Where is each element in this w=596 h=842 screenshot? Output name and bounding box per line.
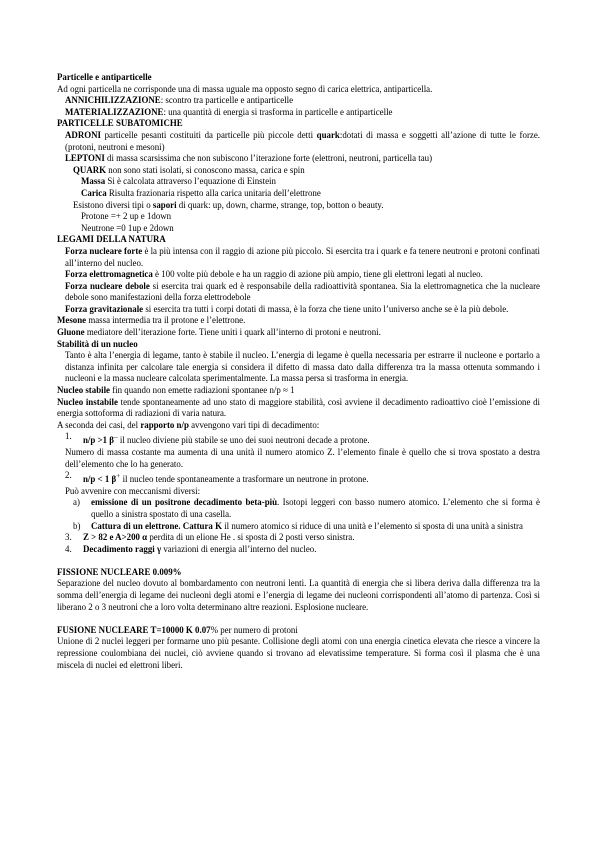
term-quark: quark <box>316 129 340 140</box>
paragraph-forza-debole <box>65 281 540 304</box>
paragraph-gluone <box>57 327 540 339</box>
list-letter: b) <box>73 520 81 531</box>
term: Z > 82 e A>200 α <box>83 532 148 543</box>
paragraph-massa <box>81 176 540 188</box>
text: mediatore dell’iterazione forte. Tiene uniti i quark all’interno di protoni e neutroni. <box>84 327 381 338</box>
paragraph-quark <box>73 165 540 177</box>
sublist-item-b <box>73 521 540 533</box>
term: Cattura di un elettrone. Cattura K <box>91 520 222 531</box>
text: il nucleo diviene più stabile se uno dei suoi neutroni decade a protone. <box>117 435 370 446</box>
text: Si è calcolata attraverso l’equazione di Einstein <box>105 176 276 187</box>
paragraph-forza-elettromagnetica <box>65 269 540 281</box>
paragraph-fissione: Separazione del nucleo dovuto al bombardamento con neutroni lenti. La quantità di energia che si libera deriva dalla differenza tra la somma dell’energia di legame dei nucleoni degli atomi e l’energia di legame dei nucleoni corrispondenti all’atomo di partenza. Così si liberano 2 o 3 neutroni che a loro volta determinano altre reazioni. Esplosione nucleare. <box>57 578 540 612</box>
superscript: + <box>116 471 121 481</box>
term: sapori <box>152 199 177 210</box>
text: si esercita trai quark ed è responsabile della radioattività spontanea. Sia la elettromagnetica che la nucleare debole sono manifestazioni della forza elettrodebole <box>65 280 541 303</box>
list-number: 4. <box>65 543 72 554</box>
list-item-1 <box>65 431 540 447</box>
text: variazioni di energia all’interno del nucleo. <box>161 543 317 554</box>
paragraph-stabilita: Tanto è alta l’energia di legame, tanto è stabile il nucleo. L’energia di legame è quella necessaria per estrarre il nucleone e portarlo a distanza infinita per calcolare tale energia si considera il difetto di massa dato dalla differenza tra la massa ottenuta sommando i nucleoni e la massa nucleare calcolata sperimentalmente. La massa persa si trasforma in energia. <box>65 350 540 384</box>
list-item-1-detail: Numero di massa costante ma aumenta di una unità il numero atomico Z. l’elemento finale è quello che si trova spostato a destra dell’elemento che lo ha generato. <box>65 446 540 469</box>
text: fin quando non emette radiazioni spontanee n/p ≈ 1 <box>110 385 295 396</box>
text: massa intermedia tra il protone e l’elettrone. <box>86 315 246 326</box>
paragraph-leptoni <box>65 153 540 165</box>
list-number: 3. <box>65 532 72 543</box>
section-heading-fusione <box>57 625 540 637</box>
heading-bold: FUSIONE NUCLEARE T=10000 K 0.07 <box>57 624 211 635</box>
text: : scontro tra particelle e antiparticelle <box>160 95 294 106</box>
text: :dotati di massa e soggetti all’azione di tutte le forze. (protoni, neutroni e mesoni) <box>65 129 541 152</box>
term: Nucleo stabile <box>57 385 110 396</box>
term: Nucleo instabile <box>57 396 118 407</box>
list-item-4 <box>65 544 540 556</box>
term: Forza elettromagnetica <box>65 269 153 280</box>
paragraph-fusione: Unione di 2 nuclei leggeri per formarne uno più pesante. Collisione degli atomi con una energia cinetica elevata che riesce a vincere la repressione coulombiana dei nuclei, ciò avviene quando si trovano ad elevatissime temperature. Si forma così il plasma che è una miscela di nuclei ed elettroni liberi. <box>57 636 540 670</box>
paragraph-particelle: Ad ogni particella ne corrisponde una di massa uguale ma opposto segno di carica elettrica, antiparticella. <box>57 83 433 94</box>
spacer <box>57 555 540 567</box>
text: particelle pesanti costituiti da particelle più piccole detti <box>101 129 317 140</box>
term: Forza gravitazionale <box>65 303 144 314</box>
document-page <box>57 72 540 671</box>
line-neutrone: Neutrone =0 1up e 2down <box>81 222 174 233</box>
term: rapporto n/p <box>140 419 189 430</box>
paragraph-adroni <box>65 130 540 153</box>
list-item-3 <box>65 532 540 544</box>
text: perdita di un elione He . si sposta di 2 posti verso sinistra. <box>147 532 355 543</box>
definition-materializzazione <box>65 107 540 119</box>
paragraph-nucleo-stabile <box>57 385 540 397</box>
list-letter: a) <box>73 497 80 508</box>
term: n/p >1 β <box>83 435 114 446</box>
list-number: 1. <box>65 431 72 442</box>
term: Decadimento raggi γ <box>83 543 162 554</box>
list-item-2-detail: Può avvenire con meccanismi diversi: <box>65 485 201 496</box>
text: non sono stati isolati, si conoscono massa, carica e spin <box>106 164 305 175</box>
paragraph-nucleo-instabile <box>57 397 540 420</box>
section-heading-legami: LEGAMI DELLA NATURA <box>57 234 166 245</box>
term: emissione di un positrone decadimento beta-più <box>91 497 278 508</box>
term: LEPTONI <box>65 153 105 164</box>
line-protone: Protone =+ 2 up e 1down <box>81 211 172 222</box>
term: Forza nucleare forte <box>65 245 143 256</box>
sublist-item-a <box>73 497 540 520</box>
term: n/p < 1 β <box>83 474 117 485</box>
text: si esercita tra tutti i corpi dotati di massa, è la forza che tiene unito l’universo anche se è la più debole. <box>143 303 509 314</box>
definition-annichilazione <box>65 95 540 107</box>
heading-tail: % per numero di protoni <box>210 624 298 635</box>
section-heading-subatomiche: PARTICELLE SUBATOMICHE <box>57 118 183 129</box>
paragraph-mesone <box>57 315 540 327</box>
term: Forza nucleare debole <box>65 280 150 291</box>
text: tende spontaneamente ad uno stato di maggiore stabilità, così avviene il decadimento radioattivo cioè l’emissione di energia sottoforma di radiazioni di varia natura. <box>57 396 540 419</box>
term: ADRONI <box>65 129 101 140</box>
term: Mesone <box>57 315 87 326</box>
term: QUARK <box>73 164 107 175</box>
term: Massa <box>81 176 106 187</box>
text: il numero atomico si riduce di una unità e l’elemento si sposta di una unità a sinistra <box>221 520 523 531</box>
list-number: 2. <box>65 470 72 481</box>
text: Esistono diversi tipi o <box>73 199 153 210</box>
paragraph-forza-gravitazionale <box>65 304 540 316</box>
paragraph-carica <box>81 188 540 200</box>
text: Risulta frazionaria rispetto alla carica unitaria dell’elettrone <box>106 187 321 198</box>
superscript: – <box>113 432 118 442</box>
term: Gluone <box>57 327 85 338</box>
term: Carica <box>81 187 107 198</box>
text: di massa scarsissima che non subiscono l’iterazione forte (elettroni, neutroni, particella tau) <box>104 153 433 164</box>
section-heading-fissione: FISSIONE NUCLEARE 0.009% <box>57 566 182 577</box>
text: di quark: up, down, charme, strange, top, botton o beauty. <box>176 199 384 210</box>
paragraph-rapporto <box>57 420 540 432</box>
text: A seconda dei casi, del <box>57 419 141 430</box>
text: . Isotopi leggeri con basso numero atomico. L’elemento che si forma è quello a sinistra spostato di una casella. <box>91 497 540 519</box>
term: ANNICHILIZZAZIONE <box>65 95 161 106</box>
paragraph-sapori <box>73 200 540 212</box>
text: il nucleo tende spontaneamente a trasformare un neutrone in protone. <box>120 474 369 485</box>
paragraph-forza-forte <box>65 246 540 269</box>
text: è 100 volte più debole e ha un raggio di azione più ampio, tiene gli elettroni legati al nucleo. <box>152 269 483 280</box>
section-heading-particelle: Particelle e antiparticelle <box>57 72 152 82</box>
section-heading-stabilita: Stabilità di un nucleo <box>57 338 138 349</box>
spacer <box>57 613 540 625</box>
text: : una quantità di energia si trasforma in particelle e antiparticelle <box>163 106 393 117</box>
term: MATERIALIZZAZIONE <box>65 106 164 117</box>
text: avvengono vari tipi di decadimento: <box>188 419 320 430</box>
list-item-2 <box>65 470 540 486</box>
text: è la più intensa con il raggio di azione più piccolo. Si esercita tra i quark e fa tenere neutroni e protoni confinati all’interno del nucleo. <box>65 245 540 268</box>
